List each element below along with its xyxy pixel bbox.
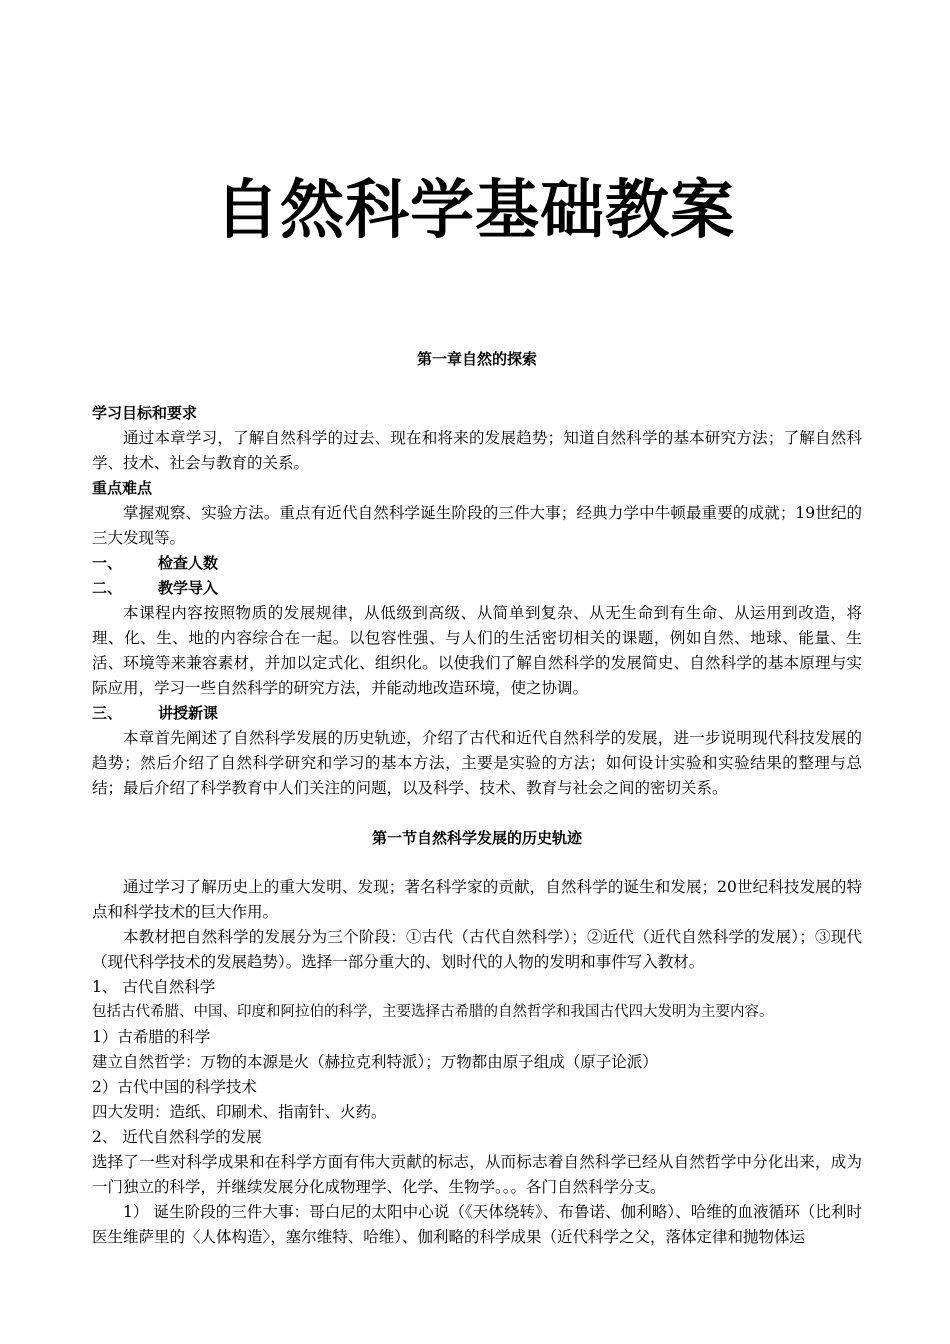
key-points-heading: 重点难点 xyxy=(92,479,153,497)
objectives-text: 通过本章学习，了解自然科学的过去、现在和将来的发展趋势；知道自然科学的基本研究方法；了解自然科学、技术、社会与教育的关系。 xyxy=(92,429,862,472)
intro-text: 本课程内容按照物质的发展规律，从低级到高级、从简单到复杂、从无生命到有生命、从运用到改造，将理、化、生、地的内容综合在一起。以包容性强、与人们的生活密切相关的课题，例如自然、地球、能量、生活、环境等来兼容素材，并加以定式化、组织化。以使我们了解自然科学的发展简史、自然科学的基本原理与实际应用，学习一些自然科学的研究方法，并能动地改造环境，使之协调。 xyxy=(92,604,862,697)
objectives-heading: 学习目标和要求 xyxy=(92,404,198,422)
list-subheading: 1）古希腊的科学 xyxy=(92,1028,211,1046)
chapter-heading: 第一章自然的探索 xyxy=(416,350,537,368)
section-heading: 第一节自然科学发展的历史轨迹 xyxy=(371,829,582,847)
section-paragraph: 选择了一些对科学成果和在科学方面有伟大贡献的标志，从而标志着自然科学已经从自然哲学中分化出来，成为一门独立的科学，并继续发展分化成物理学、化学、生物学。。。各门自然科学分支。 xyxy=(92,1153,862,1196)
document-body xyxy=(92,347,862,1250)
section-paragraph: 1） 诞生阶段的三件大事：哥白尼的太阳中心说（《天体绕转》、布鲁诺、伽利略）、哈维的血液循环（比利时医生维萨里的〈人体构造〉，塞尔维特、哈维）、伽利略的科学成果（近代科学之父，落体定律和抛物体运 xyxy=(92,1203,862,1246)
list-subheading: 2）古代中国的科学技术 xyxy=(92,1078,257,1096)
list-heading: 1、 古代自然科学 xyxy=(92,978,216,996)
new-lesson-text: 本章首先阐述了自然科学发展的历史轨迹，介绍了古代和近代自然科学的发展，进一步说明现代科技发展的趋势；然后介绍了自然科学研究和学习的基本方法，主要是实验的方法；如何设计实验和实验结果的整理与总结；最后介绍了科学教育中人们关注的问题，以及科学、技术、教育与社会之间的密切关系。 xyxy=(92,729,862,797)
section-paragraph: 四大发明：造纸、印刷术、指南针、火药。 xyxy=(92,1103,387,1121)
section-paragraph: 本教材把自然科学的发展分为三个阶段：①古代（古代自然科学）；②近代（近代自然科学的发展）；③现代（现代科学技术的发展趋势）。选择一部分重大的、划时代的人物的发明和事件写入教材。 xyxy=(92,928,862,971)
list-heading: 2、 近代自然科学的发展 xyxy=(92,1128,262,1146)
step-heading-2: 二、 教学导入 xyxy=(92,579,219,597)
document-title: 自然科学基础教案 xyxy=(215,174,735,248)
section-paragraph: 包括古代希腊、中国、印度和阿拉伯的科学，主要选择古希腊的自然哲学和我国古代四大发明为主要内容。 xyxy=(92,1004,774,1020)
key-points-text: 掌握观察、实验方法。重点有近代自然科学诞生阶段的三件大事；经典力学中牛顿最重要的成就；19世纪的三大发现等。 xyxy=(92,504,862,547)
step-heading-1: 一、 检查人数 xyxy=(92,554,219,572)
section-paragraph: 建立自然哲学：万物的本源是火（赫拉克利特派）；万物都由原子组成（原子论派） xyxy=(92,1053,658,1071)
section-paragraph: 通过学习了解历史上的重大发明、发现；著名科学家的贡献，自然科学的诞生和发展；20世纪科技发展的特点和科学技术的巨大作用。 xyxy=(92,878,862,921)
step-heading-3: 三、 讲授新课 xyxy=(92,704,219,722)
